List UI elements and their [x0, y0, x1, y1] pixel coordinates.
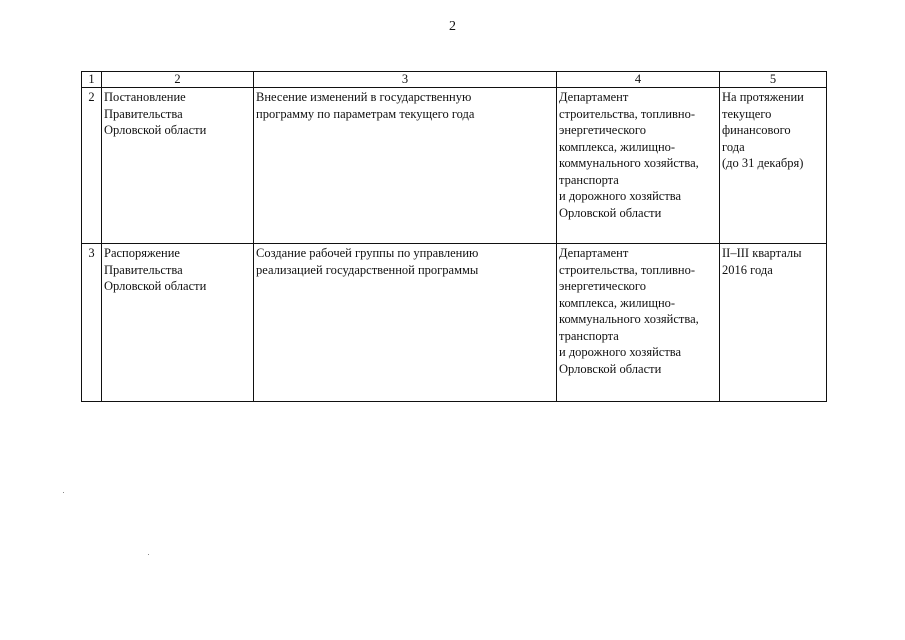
- document-type: Постановление Правительства Орловской области: [102, 88, 254, 244]
- header-col-4: 4: [557, 72, 720, 88]
- table-row: [82, 88, 827, 244]
- deadline: На протяжении текущего финансового года (до 31 декабря): [720, 88, 827, 244]
- header-col-5: 5: [720, 72, 827, 88]
- table-header-row: [82, 72, 827, 88]
- scan-speck: [148, 554, 149, 555]
- measures-table: [81, 71, 827, 402]
- scan-speck: [63, 492, 64, 493]
- executor: Департамент строительства, топливно- энергетического комплекса, жилищно- коммунального хозяйства, транспорта и дорожного хозяйства Орловской области: [557, 244, 720, 402]
- deadline: II–III кварталы 2016 года: [720, 244, 827, 402]
- measure-content: Создание рабочей группы по управлению реализацией государственной программы: [254, 244, 557, 402]
- executor: Департамент строительства, топливно- энергетического комплекса, жилищно- коммунального хозяйства, транспорта и дорожного хозяйства Орловской области: [557, 88, 720, 244]
- document-type: Распоряжение Правительства Орловской области: [102, 244, 254, 402]
- measure-content: Внесение изменений в государственную программу по параметрам текущего года: [254, 88, 557, 244]
- row-number: 3: [82, 244, 102, 402]
- page-number: 2: [449, 19, 456, 34]
- row-number: 2: [82, 88, 102, 244]
- header-col-3: 3: [254, 72, 557, 88]
- header-col-1: 1: [82, 72, 102, 88]
- table-row: [82, 244, 827, 402]
- header-col-2: 2: [102, 72, 254, 88]
